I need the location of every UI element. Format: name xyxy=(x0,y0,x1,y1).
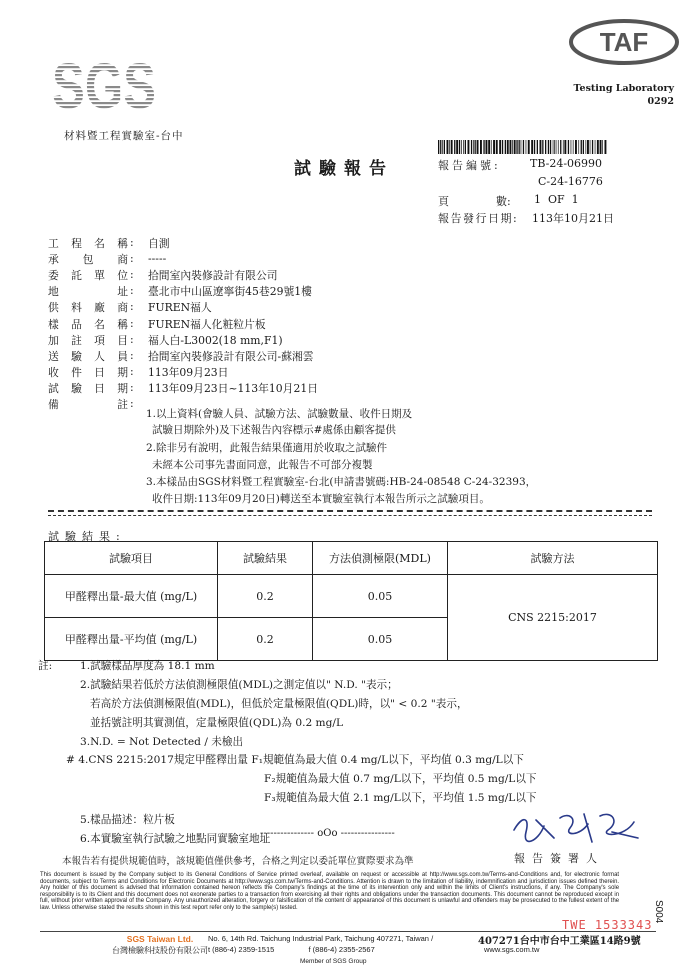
info-label: 工 程 名 稱 xyxy=(48,237,128,250)
barcode-bar xyxy=(542,140,543,154)
barcode-bar xyxy=(480,140,482,154)
barcode-bar xyxy=(502,140,503,154)
note-line: F₂規範值為最大值 0.7 mg/L以下，平均值 0.5 mg/L以下 xyxy=(264,773,537,785)
barcode-bar xyxy=(451,140,453,154)
barcode-bar xyxy=(537,140,538,154)
barcode-bar xyxy=(512,140,513,154)
note-line: F₃規範值為最大值 2.1 mg/L以下，平均值 1.5 mg/L以下 xyxy=(264,792,537,804)
info-colon: : xyxy=(130,316,134,330)
page-title: 試驗報告 xyxy=(294,159,394,179)
barcode-bar xyxy=(568,140,569,154)
address-en: No. 6, 14th Rd. Taichung Industrial Park, Taichung 407271, Taiwan / xyxy=(208,934,434,943)
info-colon: : xyxy=(130,380,134,394)
remark-line: 1.以上資料(會驗人員、試驗方法、試驗數量、收件日期及 xyxy=(146,408,413,420)
info-label: 地 址 xyxy=(48,285,128,299)
barcode-bar xyxy=(473,140,474,154)
barcode-bar xyxy=(587,140,589,154)
barcode-bar xyxy=(605,140,607,154)
barcode-bar xyxy=(556,140,557,154)
barcode-bar xyxy=(496,140,498,154)
issue-date: 113年10月21日 xyxy=(532,212,614,225)
side-code: S004 xyxy=(653,900,664,924)
info-label: 供 料 廠 商 xyxy=(48,301,128,315)
info-colon: : xyxy=(130,284,134,298)
header-method: 試驗方法 xyxy=(448,542,658,575)
info-value: 113年09月23日 xyxy=(148,365,229,379)
barcode-bar xyxy=(531,140,533,154)
note-line: 並括號註明其實測值，定量極限值(QDL)為 0.2 mg/L xyxy=(90,717,343,729)
barcode-bar xyxy=(468,140,470,154)
report-number: TB-24-06990 xyxy=(530,157,603,170)
page-label-1: 頁 xyxy=(438,195,449,208)
info-value: 拾間室內裝修設計有限公司 xyxy=(148,269,278,283)
barcode-bar xyxy=(540,140,542,154)
end-mark: ---------------- oOo ---------------- xyxy=(260,828,395,839)
note-line: 3.N.D. = Not Detected / 未檢出 xyxy=(80,736,244,748)
fax: f (886-4) 2355-2567 xyxy=(308,945,375,954)
barcode-bar xyxy=(440,140,441,154)
remark-line: 3.本樣品由SGS材料暨工程實驗室-台北(申請書號碼:HB-24-08548 C-24-32393， xyxy=(146,476,537,488)
barcode-bar xyxy=(491,140,492,154)
tel: t (886-4) 2359-1515 xyxy=(208,945,275,954)
note-line: 5.樣品描述：粒片板 xyxy=(80,814,175,826)
barcode-bar xyxy=(454,140,455,154)
barcode-bar xyxy=(575,140,577,154)
barcode-bar xyxy=(554,140,555,154)
info-label: 樣 品 名 稱 xyxy=(48,317,128,331)
barcode-bar xyxy=(573,140,574,154)
info-colon: : xyxy=(130,397,134,410)
cell-item: 甲醛釋出量-最大值 (mg/L) xyxy=(45,575,218,618)
barcode-bar xyxy=(456,140,458,154)
note-line: 1.試驗樣品厚度為 18.1 mm xyxy=(80,660,215,672)
remark-line: 未經本公司事先書面同意，此報告不可部分複製 xyxy=(152,459,373,471)
info-colon: : xyxy=(130,300,134,314)
results-table xyxy=(44,541,658,661)
legal-text: This document is issued by the Company subject to its General Conditions of Service printed overleaf, available on request or accessible at http://www.sgs.com.tw/Terms-and-Conditions and, for electronic format documents, subject to Terms and Conditions for Electronic Documents at http://www.sgs.com.tw/Terms-and-Conditions. Attention is drawn to the limitation of liability, indemnification and jurisdiction issues defined therein. Any holder of this document is advised that information contained hereon reflects the Company's findings at the time of its intervention only and within the limits of Client's instructions, if any. The Company's sole responsibility is to its Client and this document does not exonerate parties to a transaction from exercising all their rights and obligations under the transaction documents. This document cannot be reproduced except in full, without prior written approval of the Company. Any unauthorized alteration, forgery or falsification of the content or appearance of this document is unlawful and offenders may be prosecuted to the fullest extent of the law. Unless otherwise stated the results shown in this test report refer only to the sample(s) tested. xyxy=(40,871,620,911)
barcode-bar xyxy=(505,140,506,154)
barcode-bar xyxy=(507,140,509,154)
barcode-bar xyxy=(488,140,490,154)
barcode-bar xyxy=(523,140,524,154)
info-label: 試 驗 日 期 xyxy=(48,381,128,395)
info-value: 拾間室內裝修設計有限公司-蘇湘雲 xyxy=(148,349,314,363)
divider xyxy=(48,510,652,516)
page-count: 1 OF 1 xyxy=(534,193,579,206)
barcode-bar xyxy=(486,140,488,154)
info-colon: : xyxy=(130,236,134,249)
barcode-bar xyxy=(449,140,450,154)
barcode-bar xyxy=(461,140,462,154)
info-colon: : xyxy=(130,332,134,346)
cell-result: 0.2 xyxy=(218,575,313,618)
cell-result: 0.2 xyxy=(218,618,313,661)
barcode-bar xyxy=(558,140,559,154)
barcode-bar xyxy=(459,140,460,154)
cell-method: CNS 2215:2017 xyxy=(448,575,658,661)
barcode-bar xyxy=(475,140,476,154)
barcode-bar xyxy=(564,140,566,154)
signer-label: 報告簽署人 xyxy=(514,852,604,865)
note-line: # 4.CNS 2215:2017規定甲醛釋出量 F₁規範值為最大值 0.4 mg/L以下，平均值 0.3 mg/L以下 xyxy=(66,754,524,766)
company-name-en: SGS Taiwan Ltd. xyxy=(126,934,194,944)
info-label: 加 註 項 目 xyxy=(48,333,128,347)
website: www.sgs.com.tw xyxy=(484,945,540,954)
info-colon: : xyxy=(130,364,134,378)
info-colon: : xyxy=(130,268,134,282)
header-result: 試驗結果 xyxy=(218,542,313,575)
info-value: ----- xyxy=(148,252,167,266)
cell-item: 甲醛釋出量-平均值 (mg/L) xyxy=(45,618,218,661)
report-number-2: C-24-16776 xyxy=(538,175,603,188)
barcode-bar xyxy=(493,140,495,154)
barcode-bar xyxy=(560,140,561,154)
info-label: 備 註 xyxy=(48,398,128,411)
note-line: 若高於方法偵測極限值(MDL)，但低於定量極限值(QDL)時，以" < 0.2 "表示， xyxy=(90,698,468,710)
table-row xyxy=(45,575,658,618)
barcode-bar xyxy=(471,140,472,154)
barcode-bar xyxy=(477,140,479,154)
report-number-label: 報告編號: xyxy=(438,159,501,172)
info-value: FUREN福人化粧粒片板 xyxy=(148,317,266,331)
notes-prefix: 註: xyxy=(38,660,53,672)
info-label: 承 包 商 xyxy=(48,253,128,267)
barcode-bar xyxy=(516,140,517,154)
barcode-bar xyxy=(578,140,579,154)
header-mdl: 方法偵測極限(MDL) xyxy=(313,542,448,575)
barcode-bar xyxy=(528,140,530,154)
barcode-bar xyxy=(438,140,439,154)
results-label: 試驗結果: xyxy=(48,530,126,543)
barcode-bar xyxy=(521,140,522,154)
info-label: 委 託 單 位 xyxy=(48,269,128,283)
taf-label: Testing Laboratory xyxy=(573,83,674,94)
info-value: 113年09月23日~113年10月21日 xyxy=(148,381,318,395)
info-value: 臺北市中山區遼寧街45巷29號1樓 xyxy=(148,285,312,299)
info-label: 收 件 日 期 xyxy=(48,365,128,379)
barcode-bar xyxy=(444,140,445,154)
info-value: 福人白-L3002(18 mm,F1) xyxy=(148,333,283,347)
barcode-bar xyxy=(553,140,554,154)
barcode-bar xyxy=(534,140,535,154)
member-text: Member of SGS Group xyxy=(300,958,367,965)
address-cn: 407271台中市台中工業區14路9號 xyxy=(478,936,641,947)
remark-line: 2.除非另有說明，此報告結果僅適用於收取之試驗件 xyxy=(146,442,388,454)
barcode-bar xyxy=(563,140,564,154)
taf-caption xyxy=(572,82,674,108)
barcode-bar xyxy=(545,140,546,154)
taf-logo xyxy=(568,18,680,66)
taf-logo-text: TAF xyxy=(599,27,649,57)
info-colon: : xyxy=(130,252,134,266)
barcode-bar xyxy=(447,140,449,154)
serial-number: TWE 1533343 xyxy=(562,918,653,932)
contact xyxy=(208,945,375,954)
barcode-bar xyxy=(571,140,572,154)
barcode-bar xyxy=(600,140,602,154)
barcode-bar xyxy=(526,140,527,154)
barcode-bar xyxy=(590,140,591,154)
barcode-bar xyxy=(550,140,551,154)
issue-date-label: 報告發行日期: xyxy=(438,212,519,225)
table-header-row xyxy=(45,542,658,575)
barcode-bar xyxy=(592,140,593,154)
taf-number: 0292 xyxy=(647,96,674,107)
barcode-bar xyxy=(519,140,520,154)
remark-line: 試驗日期除外)及下述報告內容標示#處係由顧客提供 xyxy=(152,424,396,436)
barcode-bar xyxy=(548,140,549,154)
barcode-bar xyxy=(595,140,596,154)
note-line: 6.本實驗室執行試驗之地點同實驗室地址 xyxy=(80,833,271,845)
remark-line: 收件日期:113年09月20日)轉送至本實驗室執行本報告所示之試驗項目。 xyxy=(152,493,490,505)
barcode-bar xyxy=(442,140,443,154)
header-item: 試驗項目 xyxy=(45,542,218,575)
note-line: 2.試驗結果若低於方法偵測極限值(MDL)之測定值以" N.D. "表示； xyxy=(80,679,398,691)
barcode-bar xyxy=(581,140,582,154)
info-colon: : xyxy=(130,348,134,362)
page-label-2: 數: xyxy=(496,195,511,208)
info-label: 送 驗 人 員 xyxy=(48,349,128,363)
barcode-bar xyxy=(583,140,584,154)
barcode-bar xyxy=(597,140,599,154)
barcode-bar xyxy=(499,140,501,154)
info-value: FUREN福人 xyxy=(148,301,212,315)
barcode-icon xyxy=(438,140,608,154)
sgs-logo xyxy=(52,50,156,122)
cell-mdl: 0.05 xyxy=(313,575,448,618)
barcode-bar xyxy=(465,140,466,154)
barcode-bar xyxy=(510,140,512,154)
barcode-bar xyxy=(514,140,516,154)
barcode-bar xyxy=(602,140,603,154)
disclaimer: 本報告若有提供規範值時，該規範值僅供參考，合格之判定以委託單位實際要求為準 xyxy=(62,856,414,867)
barcode-bar xyxy=(586,140,587,154)
sgs-logo-text: SGS xyxy=(52,50,156,122)
barcode-bar xyxy=(483,140,484,154)
barcode-bar xyxy=(463,140,464,154)
info-value: 自測 xyxy=(148,237,170,250)
cell-mdl: 0.05 xyxy=(313,618,448,661)
company-name-cn: 台灣檢驗科技股份有限公司 xyxy=(112,946,208,955)
lab-name: 材料暨工程實驗室-台中 xyxy=(64,130,184,142)
signature xyxy=(508,808,644,848)
